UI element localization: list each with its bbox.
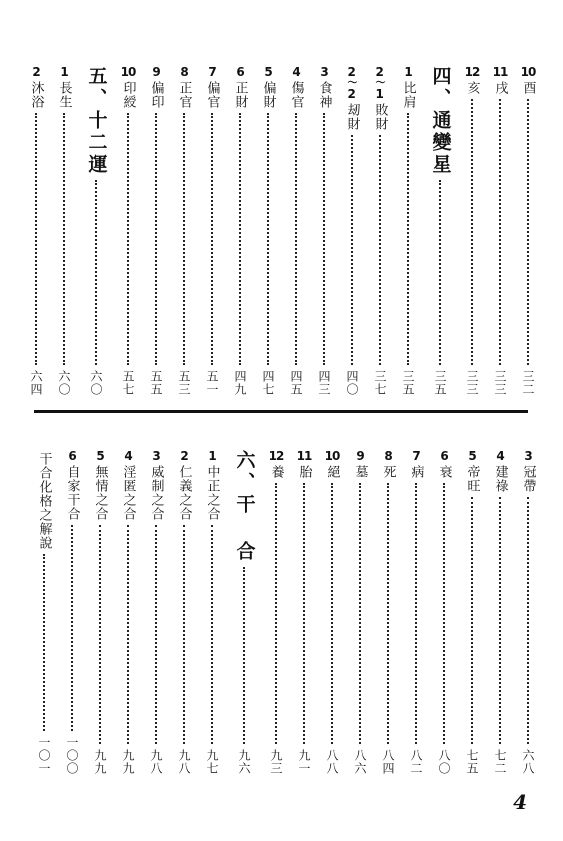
toc-entry[interactable]: [30, 450, 58, 775]
toc-entry[interactable]: [142, 450, 170, 775]
entry-number: 7: [412, 449, 420, 463]
dot-leader: [359, 483, 361, 744]
entry-title: 絕: [324, 465, 340, 479]
entry-title: 偏財: [260, 81, 276, 109]
toc-entry[interactable]: [254, 66, 282, 396]
dot-leader: [295, 113, 297, 365]
dot-leader: [471, 497, 473, 744]
entry-number: 6: [68, 449, 76, 463]
section-heading-title: 四、通變星: [429, 66, 452, 176]
toc-entry[interactable]: [458, 66, 486, 396]
entry-page-number: 八〇: [437, 749, 451, 775]
toc-bottom-section: [22, 450, 542, 775]
toc-entry[interactable]: [198, 450, 226, 775]
entry-title: 戌: [492, 81, 508, 95]
entry-number: 3: [152, 449, 160, 463]
entry-number: 2 〜 1: [375, 65, 385, 101]
entry-number: 5: [264, 65, 272, 79]
dot-leader: [415, 483, 417, 744]
dot-leader: [183, 525, 185, 744]
toc-entry[interactable]: [226, 66, 254, 396]
entry-number: 11: [492, 65, 508, 79]
entry-number: 8: [180, 65, 188, 79]
entry-title: 墓: [352, 465, 368, 479]
entry-title: 正財: [232, 81, 248, 109]
entry-page-number: 五三: [177, 370, 191, 396]
toc-entry[interactable]: [22, 66, 50, 396]
entry-page-number: 三七: [373, 370, 387, 396]
entry-page-number: 九九: [121, 749, 135, 775]
entry-number: 4: [496, 449, 504, 463]
entry-number: 6: [440, 449, 448, 463]
entry-number: 2 〜 2: [347, 65, 357, 101]
entry-page-number: 八八: [325, 749, 339, 775]
entry-number: 10: [324, 449, 340, 463]
dot-leader: [303, 483, 305, 744]
entry-page-number: 六四: [29, 370, 43, 396]
entry-page-number: 九一: [297, 749, 311, 775]
toc-entry[interactable]: [58, 450, 86, 775]
entry-page-number: 四七: [261, 370, 275, 396]
entry-page-number: 一〇一: [37, 736, 51, 775]
toc-entry[interactable]: [402, 450, 430, 775]
entry-number: 9: [152, 65, 160, 79]
entry-number: 4: [124, 449, 132, 463]
entry-page-number: 八二: [409, 749, 423, 775]
entry-title: 長生: [56, 81, 72, 109]
dot-leader: [439, 180, 441, 365]
toc-entry[interactable]: [374, 450, 402, 775]
dot-leader: [155, 113, 157, 365]
entry-title: 無情之合: [92, 465, 108, 521]
toc-entry[interactable]: [170, 66, 198, 396]
entry-page-number: 六八: [521, 749, 535, 775]
entry-title: 正官: [176, 81, 192, 109]
entry-number: 10: [120, 65, 136, 79]
entry-title: 仁義之合: [176, 465, 192, 521]
toc-entry[interactable]: [514, 66, 542, 396]
dot-leader: [471, 99, 473, 365]
entry-page-number: 三三: [493, 370, 507, 396]
toc-entry[interactable]: [282, 66, 310, 396]
toc-entry[interactable]: [170, 450, 198, 775]
entry-page-number: 九六: [237, 749, 251, 775]
dot-leader: [443, 483, 445, 744]
dot-leader: [499, 497, 501, 744]
toc-entry[interactable]: [86, 450, 114, 775]
dot-leader: [527, 99, 529, 365]
dot-leader: [407, 113, 409, 365]
entry-title: 威制之合: [148, 465, 164, 521]
entry-title: 沐浴: [28, 81, 44, 109]
dot-leader: [499, 99, 501, 365]
toc-top-entries: [22, 66, 542, 396]
entry-title: 死: [380, 465, 396, 479]
entry-title: 偏印: [148, 81, 164, 109]
toc-section-heading[interactable]: [226, 450, 262, 775]
entry-page-number: 三五: [433, 370, 447, 396]
entry-title: 比肩: [400, 81, 416, 109]
entry-number: 6: [236, 65, 244, 79]
dot-leader: [275, 483, 277, 744]
dot-leader: [63, 113, 65, 365]
entry-page-number: 一〇〇: [65, 736, 79, 775]
entry-title: 病: [408, 465, 424, 479]
entry-title: 干合化格之解說: [36, 452, 52, 550]
dot-leader: [127, 113, 129, 365]
dot-leader: [323, 113, 325, 365]
entry-title: 敗財: [372, 103, 388, 131]
entry-page-number: 五七: [121, 370, 135, 396]
entry-page-number: 六〇: [89, 370, 103, 396]
entry-page-number: 九七: [205, 749, 219, 775]
toc-entry[interactable]: [458, 450, 486, 775]
toc-entry[interactable]: [198, 66, 226, 396]
entry-number: 5: [96, 449, 104, 463]
entry-page-number: 八六: [353, 749, 367, 775]
entry-title: 建祿: [492, 465, 508, 493]
toc-entry[interactable]: [430, 450, 458, 775]
entry-title: 衰: [436, 465, 452, 479]
entry-title: 冠帶: [520, 465, 536, 493]
entry-number: 1: [60, 65, 68, 79]
entry-title: 自家干合: [64, 465, 80, 521]
entry-number: 8: [384, 449, 392, 463]
entry-number: 9: [356, 449, 364, 463]
entry-title: 帝旺: [464, 465, 480, 493]
entry-title: 中正之合: [204, 465, 220, 521]
section-divider: [34, 410, 528, 413]
entry-page-number: 五五: [149, 370, 163, 396]
dot-leader: [331, 483, 333, 744]
entry-title: 食神: [316, 81, 332, 109]
entry-page-number: 三二: [521, 370, 535, 396]
toc-entry[interactable]: [486, 450, 514, 775]
toc-entry[interactable]: [346, 450, 374, 775]
dot-leader: [211, 113, 213, 365]
entry-page-number: 七二: [493, 749, 507, 775]
dot-leader: [127, 525, 129, 744]
entry-title: 養: [268, 465, 284, 479]
entry-number: 11: [296, 449, 312, 463]
toc-top-section: [22, 66, 542, 396]
dot-leader: [387, 483, 389, 744]
entry-title: 酉: [520, 81, 536, 95]
toc-entry[interactable]: [290, 450, 318, 775]
toc-section-heading[interactable]: [78, 66, 114, 396]
entry-page-number: 六〇: [57, 370, 71, 396]
entry-title: 傷官: [288, 81, 304, 109]
entry-number: 5: [468, 449, 476, 463]
dot-leader: [155, 525, 157, 744]
entry-title: 偏官: [204, 81, 220, 109]
entry-number: 3: [320, 65, 328, 79]
dot-leader: [211, 525, 213, 744]
dot-leader: [379, 135, 381, 365]
entry-title: 淫匿之合: [120, 465, 136, 521]
entry-number: 2: [180, 449, 188, 463]
entry-page-number: 四〇: [345, 370, 359, 396]
toc-section-heading[interactable]: [422, 66, 458, 396]
entry-page-number: 九九: [93, 749, 107, 775]
entry-number: 4: [292, 65, 300, 79]
entry-page-number: 八四: [381, 749, 395, 775]
entry-title: 亥: [464, 81, 480, 95]
entry-number: 7: [208, 65, 216, 79]
toc-entry[interactable]: [338, 66, 366, 396]
dot-leader: [35, 113, 37, 365]
entry-page-number: 四九: [233, 370, 247, 396]
toc-entry[interactable]: [318, 450, 346, 775]
section-heading-title: 五、十二運: [85, 66, 108, 176]
toc-bottom-entries: [22, 450, 542, 775]
entry-title: 胎: [296, 465, 312, 479]
entry-page-number: 三五: [401, 370, 415, 396]
entry-number: 1: [208, 449, 216, 463]
entry-number: 10: [520, 65, 536, 79]
dot-leader: [351, 135, 353, 365]
toc-entry[interactable]: [262, 450, 290, 775]
toc-entry[interactable]: [394, 66, 422, 396]
entry-title: 印綬: [120, 81, 136, 109]
entry-page-number: 九八: [177, 749, 191, 775]
entry-number: 2: [32, 65, 40, 79]
dot-leader: [183, 113, 185, 365]
entry-title: 刼財: [344, 103, 360, 131]
toc-entry[interactable]: [310, 66, 338, 396]
dot-leader: [239, 113, 241, 365]
toc-entry[interactable]: [114, 66, 142, 396]
entry-page-number: 四三: [317, 370, 331, 396]
entry-number: 3: [524, 449, 532, 463]
entry-page-number: 九八: [149, 749, 163, 775]
dot-leader: [95, 180, 97, 365]
entry-page-number: 五一: [205, 370, 219, 396]
entry-number: 1: [404, 65, 412, 79]
dot-leader: [267, 113, 269, 365]
entry-page-number: 九三: [269, 749, 283, 775]
toc-entry[interactable]: [50, 66, 78, 396]
toc-entry[interactable]: [114, 450, 142, 775]
dot-leader: [527, 497, 529, 744]
entry-number: 12: [268, 449, 284, 463]
toc-entry[interactable]: [514, 450, 542, 775]
dot-leader: [43, 554, 45, 731]
entry-page-number: 三三: [465, 370, 479, 396]
entry-page-number: 四五: [289, 370, 303, 396]
dot-leader: [243, 567, 245, 744]
toc-entry[interactable]: [142, 66, 170, 396]
page-number: 4: [513, 790, 527, 814]
toc-entry[interactable]: [486, 66, 514, 396]
dot-leader: [99, 525, 101, 744]
entry-page-number: 七五: [465, 749, 479, 775]
section-heading-title: 六、干 合: [233, 450, 256, 563]
entry-number: 12: [464, 65, 480, 79]
toc-entry[interactable]: [366, 66, 394, 396]
dot-leader: [71, 525, 73, 731]
